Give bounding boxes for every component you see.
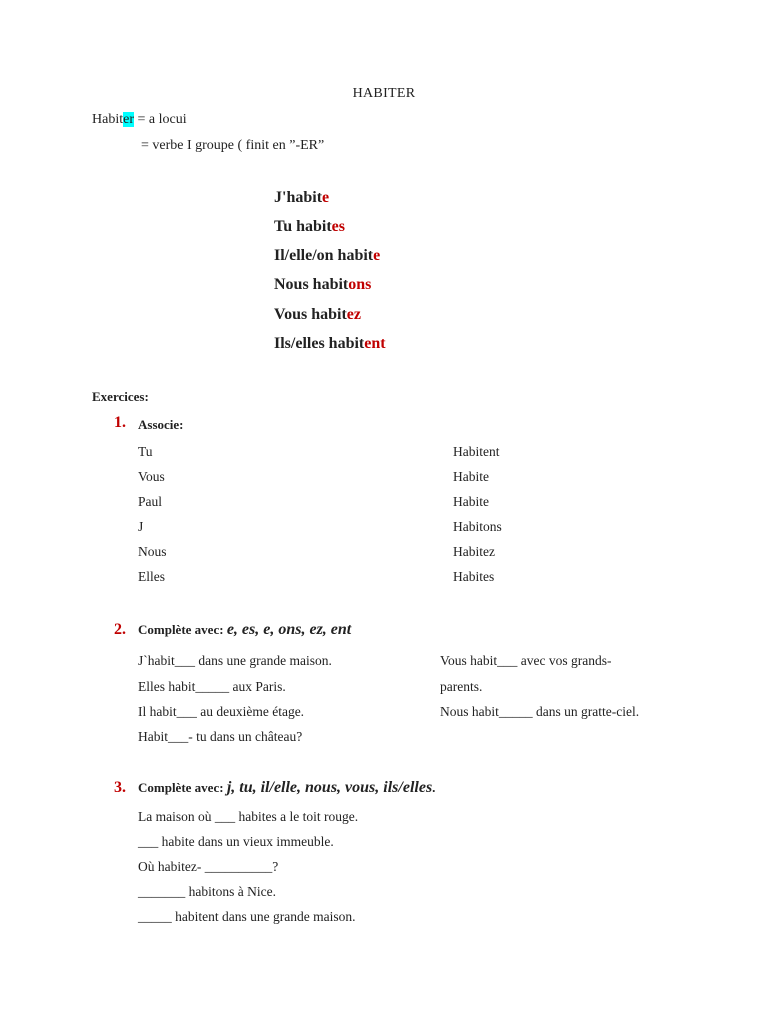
- fill-in-sentence: J`habit___ dans une grande maison.: [138, 653, 332, 668]
- pronouns-list: j, tu, il/elle, nous, vous, ils/elles: [226, 779, 433, 796]
- fill-in-sentence: _______ habitons à Nice.: [138, 884, 276, 899]
- exercise-number: 2.: [114, 621, 126, 638]
- conjugation-row: Tu habites: [274, 218, 345, 235]
- associate-right-item: Habite: [453, 469, 489, 484]
- exercise-number: 3.: [114, 779, 126, 796]
- conjugation-row: Vous habitez: [274, 306, 361, 323]
- fill-in-sentence: Habit___- tu dans un château?: [138, 729, 303, 744]
- verb-meaning: = a locui: [134, 112, 187, 127]
- conjugation-row: Nous habitons: [274, 276, 372, 293]
- exercise-label: Complète avec: j, tu, il/elle, nous, vous, ils/elles.: [138, 779, 436, 796]
- definition-line: [92, 112, 187, 128]
- associate-right-item: Habite: [453, 494, 489, 509]
- associate-left-item: J: [138, 519, 144, 534]
- conjugation-ending: ez: [346, 306, 361, 323]
- fill-in-sentence: Où habitez- __________?: [138, 859, 279, 874]
- exercises-heading: Exercices:: [92, 389, 149, 404]
- exercise-number: 1.: [114, 414, 126, 431]
- conjugation-ending: es: [331, 218, 345, 235]
- exercise-label: Complète avec: e, es, e, ons, ez, ent: [138, 621, 352, 638]
- associate-left-item: Paul: [138, 494, 163, 509]
- page-title: HABITER: [352, 86, 416, 101]
- exercise-label: Associe:: [138, 417, 184, 432]
- associate-right-item: Habitez: [453, 544, 495, 559]
- conjugation-row: Il/elle/on habite: [274, 247, 381, 264]
- fill-in-sentence: Il habit___ au deuxième étage.: [138, 704, 305, 719]
- fill-in-sentence: Nous habit_____ dans un gratte-ciel.: [440, 704, 640, 719]
- fill-in-sentence: parents.: [440, 679, 483, 694]
- fill-in-sentence: Vous habit___ avec vos grands-: [440, 653, 612, 668]
- conjugation-ending: ent: [364, 335, 386, 352]
- conjugation-row: J'habite: [274, 189, 330, 206]
- associate-left-item: Tu: [138, 444, 153, 459]
- verb-stem: Habit: [92, 112, 124, 127]
- conjugation-ending: e: [322, 189, 330, 206]
- group-line: = verbe I groupe ( finit en ”-ER”: [141, 138, 325, 153]
- conjugation-ending: e: [373, 247, 381, 264]
- fill-in-sentence: ___ habite dans un vieux immeuble.: [138, 834, 334, 849]
- verb-ending-highlight: er: [123, 112, 134, 127]
- fill-in-sentence: Elles habit_____ aux Paris.: [138, 679, 286, 694]
- conjugation-ending: ons: [348, 276, 372, 293]
- associate-right-item: Habitons: [453, 519, 502, 534]
- associate-left-item: Elles: [138, 569, 165, 584]
- associate-right-item: Habites: [453, 569, 495, 584]
- associate-left-item: Nous: [138, 544, 167, 559]
- fill-in-sentence: La maison où ___ habites a le toit rouge.: [138, 809, 359, 824]
- associate-left-item: Vous: [138, 469, 165, 484]
- associate-right-item: Habitent: [453, 444, 500, 459]
- conjugation-row: Ils/elles habitent: [274, 335, 386, 352]
- endings-list: e, es, e, ons, ez, ent: [226, 621, 352, 638]
- fill-in-sentence: _____ habitent dans une grande maison.: [138, 909, 356, 924]
